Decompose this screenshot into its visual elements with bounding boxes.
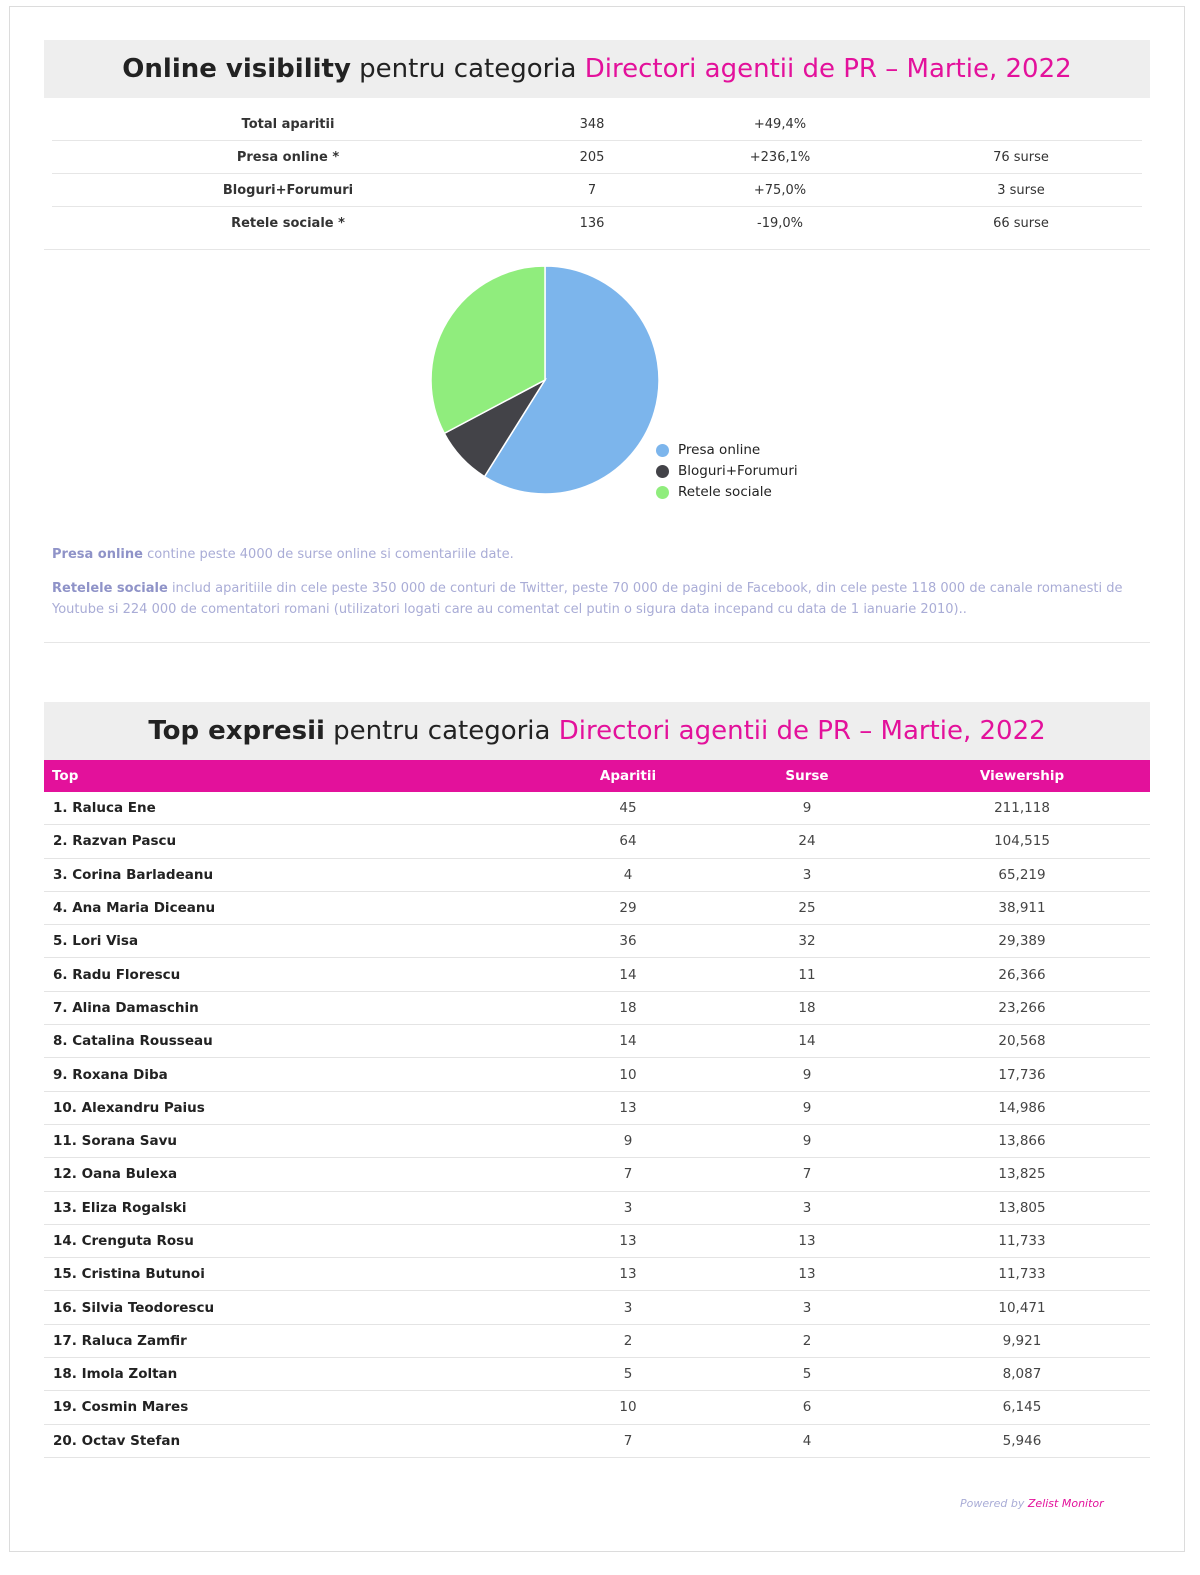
row-name: 12. Oana Bulexa xyxy=(44,1158,536,1191)
note-presa-text: contine peste 4000 de surse online si comentariile date. xyxy=(142,547,514,562)
powered-text: Powered by xyxy=(960,1497,1028,1510)
row-name: 20. Octav Stefan xyxy=(44,1424,536,1457)
row-name: 9. Roxana Diba xyxy=(44,1058,536,1091)
row-name: 11. Sorana Savu xyxy=(44,1124,536,1157)
table-row xyxy=(44,925,1150,958)
header-bold: Online visibility xyxy=(122,54,351,84)
stats-change: +236,1% xyxy=(660,141,900,174)
row-name: 19. Cosmin Mares xyxy=(44,1391,536,1424)
table-row xyxy=(44,1124,1150,1157)
stats-sources: 3 surse xyxy=(900,174,1142,207)
legend-item-presa[interactable] xyxy=(656,440,798,461)
legend-item-bloguri[interactable] xyxy=(656,461,798,482)
powered-by xyxy=(960,1497,1104,1510)
stats-label: Retele sociale * xyxy=(231,215,345,231)
row-viewership: 211,118 xyxy=(894,792,1150,825)
row-aparitii: 29 xyxy=(536,891,720,924)
row-aparitii: 7 xyxy=(536,1158,720,1191)
row-viewership: 6,145 xyxy=(894,1391,1150,1424)
row-name: 18. Imola Zoltan xyxy=(44,1358,536,1391)
row-aparitii: 13 xyxy=(536,1258,720,1291)
row-name: 6. Radu Florescu xyxy=(44,958,536,991)
stats-change: -19,0% xyxy=(757,215,803,231)
row-viewership: 13,866 xyxy=(894,1124,1150,1157)
row-surse: 13 xyxy=(720,1258,894,1291)
stats-label: Presa online * xyxy=(52,141,524,174)
row-surse: 9 xyxy=(720,792,894,825)
row-viewership: 26,366 xyxy=(894,958,1150,991)
row-surse: 7 xyxy=(720,1158,894,1191)
row-name: 13. Eliza Rogalski xyxy=(44,1191,536,1224)
table-row xyxy=(44,1091,1150,1124)
row-aparitii: 13 xyxy=(536,1091,720,1124)
row-viewership: 65,219 xyxy=(894,858,1150,891)
brand-link[interactable]: Zelist Monitor xyxy=(1027,1497,1104,1510)
row-viewership: 10,471 xyxy=(894,1291,1150,1324)
row-name: 7. Alina Damaschin xyxy=(44,991,536,1024)
row-name: 4. Ana Maria Diceanu xyxy=(44,891,536,924)
stats-sources: 76 surse xyxy=(900,141,1142,174)
row-surse: 18 xyxy=(720,991,894,1024)
row-name: 15. Cristina Butunoi xyxy=(44,1258,536,1291)
table-row xyxy=(44,1391,1150,1424)
row-aparitii: 2 xyxy=(536,1324,720,1357)
column-header-surse: Surse xyxy=(720,760,894,792)
legend-marker xyxy=(656,444,669,457)
row-surse: 9 xyxy=(720,1124,894,1157)
row-surse: 24 xyxy=(720,825,894,858)
row-aparitii: 5 xyxy=(536,1358,720,1391)
row-aparitii: 18 xyxy=(536,991,720,1024)
stats-value: 136 xyxy=(579,215,605,231)
top-expresii-table xyxy=(44,760,1150,1458)
stats-sources xyxy=(900,108,1142,141)
pie-legend xyxy=(656,440,798,503)
row-surse: 9 xyxy=(720,1091,894,1124)
table-row xyxy=(44,1324,1150,1357)
table-row xyxy=(44,825,1150,858)
row-name: 16. Silvia Teodorescu xyxy=(44,1291,536,1324)
row-surse: 4 xyxy=(720,1424,894,1457)
divider xyxy=(44,642,1150,643)
table-row xyxy=(44,1158,1150,1191)
row-aparitii: 10 xyxy=(536,1391,720,1424)
stats-value: 205 xyxy=(524,141,660,174)
note-retele-bold: Retelele sociale xyxy=(52,581,168,596)
row-viewership: 11,733 xyxy=(894,1258,1150,1291)
note-presa-bold: Presa online xyxy=(52,547,143,562)
header-middle: pentru categoria xyxy=(324,716,559,746)
row-aparitii: 13 xyxy=(536,1224,720,1257)
row-aparitii: 9 xyxy=(536,1124,720,1157)
header-accent: Directori agentii de PR – Martie, 2022 xyxy=(558,716,1046,746)
stats-value: 7 xyxy=(524,174,660,207)
row-name: 10. Alexandru Paius xyxy=(44,1091,536,1124)
table-row xyxy=(44,792,1150,825)
note-retele-text: includ aparitiile din cele peste 350 000 de conturi de Twitter, peste 70 000 de pagini de Facebook, din cele peste 118 000 de canale romanesti de Youtube si 224 000 de comentatori romani (utilizatori logati care au comentat cel putin o sigura data incepand cu data de 1 ianuarie 2010).. xyxy=(52,581,1123,617)
row-viewership: 17,736 xyxy=(894,1058,1150,1091)
stats-value: 348 xyxy=(524,108,660,141)
row-viewership: 104,515 xyxy=(894,825,1150,858)
row-surse: 11 xyxy=(720,958,894,991)
row-name: 17. Raluca Zamfir xyxy=(44,1324,536,1357)
legend-label: Retele sociale xyxy=(678,484,772,500)
row-name: 5. Lori Visa xyxy=(44,925,536,958)
row-viewership: 38,911 xyxy=(894,891,1150,924)
row-viewership: 8,087 xyxy=(894,1358,1150,1391)
table-row xyxy=(44,1058,1150,1091)
table-row xyxy=(44,891,1150,924)
row-viewership: 13,805 xyxy=(894,1191,1150,1224)
row-name: 1. Raluca Ene xyxy=(44,792,536,825)
legend-label: Presa online xyxy=(678,442,761,458)
row-surse: 32 xyxy=(720,925,894,958)
row-surse: 14 xyxy=(720,1025,894,1058)
row-viewership: 11,733 xyxy=(894,1224,1150,1257)
row-name: 3. Corina Barladeanu xyxy=(44,858,536,891)
row-surse: 13 xyxy=(720,1224,894,1257)
header-accent: Directori agentii de PR – Martie, 2022 xyxy=(584,54,1072,84)
row-surse: 25 xyxy=(720,891,894,924)
row-surse: 3 xyxy=(720,1191,894,1224)
table-header-row xyxy=(44,760,1150,792)
row-aparitii: 45 xyxy=(536,792,720,825)
divider xyxy=(44,249,1150,250)
table-row xyxy=(44,1424,1150,1457)
top-expresii-header xyxy=(44,702,1150,760)
row-surse: 6 xyxy=(720,1391,894,1424)
stats-label: Bloguri+Forumuri xyxy=(52,174,524,207)
visibility-header xyxy=(44,40,1150,98)
note-retele xyxy=(52,578,1132,620)
row-aparitii: 14 xyxy=(536,1025,720,1058)
stats-row xyxy=(52,207,1142,240)
table-row xyxy=(44,958,1150,991)
legend-label: Bloguri+Forumuri xyxy=(678,463,798,479)
row-aparitii: 3 xyxy=(536,1291,720,1324)
row-viewership: 9,921 xyxy=(894,1324,1150,1357)
row-name: 8. Catalina Rousseau xyxy=(44,1025,536,1058)
row-surse: 5 xyxy=(720,1358,894,1391)
row-aparitii: 36 xyxy=(536,925,720,958)
row-surse: 2 xyxy=(720,1324,894,1357)
stats-label: Total aparitii xyxy=(52,108,524,141)
row-aparitii: 4 xyxy=(536,858,720,891)
stats-row xyxy=(52,108,1142,141)
legend-marker xyxy=(656,486,669,499)
table-row xyxy=(44,1358,1150,1391)
visibility-stats-table xyxy=(52,108,1142,239)
table-body xyxy=(44,792,1150,1457)
row-surse: 3 xyxy=(720,858,894,891)
row-name: 2. Razvan Pascu xyxy=(44,825,536,858)
row-viewership: 20,568 xyxy=(894,1025,1150,1058)
column-header-top: Top xyxy=(44,760,536,792)
stats-sources: 66 surse xyxy=(993,215,1049,231)
table-row xyxy=(44,858,1150,891)
table-row xyxy=(44,991,1150,1024)
column-header-aparitii: Aparitii xyxy=(536,760,720,792)
header-middle: pentru categoria xyxy=(350,54,585,84)
row-viewership: 14,986 xyxy=(894,1091,1150,1124)
row-viewership: 5,946 xyxy=(894,1424,1150,1457)
row-aparitii: 3 xyxy=(536,1191,720,1224)
column-header-viewership: Viewership xyxy=(894,760,1150,792)
header-bold: Top expresii xyxy=(148,716,325,746)
legend-marker xyxy=(656,465,669,478)
row-viewership: 13,825 xyxy=(894,1158,1150,1191)
table-row xyxy=(44,1025,1150,1058)
row-surse: 3 xyxy=(720,1291,894,1324)
row-aparitii: 7 xyxy=(536,1424,720,1457)
row-aparitii: 64 xyxy=(536,825,720,858)
stats-change: +75,0% xyxy=(660,174,900,207)
table-row xyxy=(44,1191,1150,1224)
note-presa xyxy=(52,544,1132,565)
stats-row xyxy=(52,141,1142,174)
table-row xyxy=(44,1291,1150,1324)
row-aparitii: 14 xyxy=(536,958,720,991)
stats-row xyxy=(52,174,1142,207)
table-row xyxy=(44,1224,1150,1257)
row-name: 14. Crenguta Rosu xyxy=(44,1224,536,1257)
row-viewership: 23,266 xyxy=(894,991,1150,1024)
table-row xyxy=(44,1258,1150,1291)
legend-item-retele[interactable] xyxy=(656,482,798,503)
row-viewership: 29,389 xyxy=(894,925,1150,958)
stats-change: +49,4% xyxy=(660,108,900,141)
row-surse: 9 xyxy=(720,1058,894,1091)
row-aparitii: 10 xyxy=(536,1058,720,1091)
